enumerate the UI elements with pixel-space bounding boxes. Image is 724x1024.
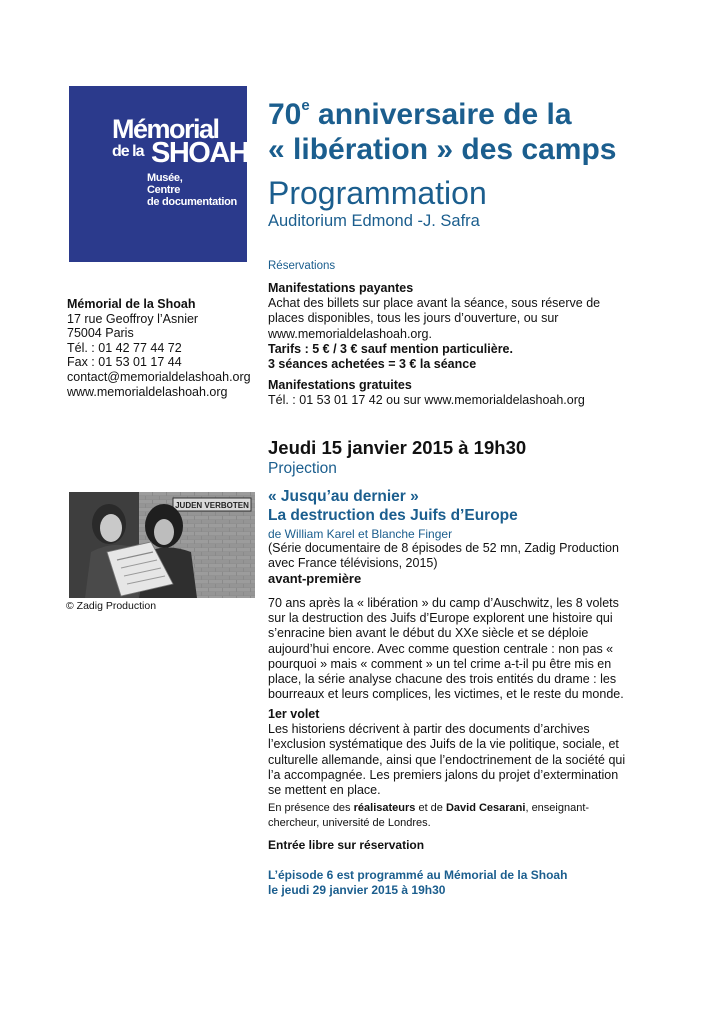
address-line: contact@memorialdelashoah.org (67, 369, 251, 384)
free-title: Manifestations gratuites (268, 378, 412, 392)
photo-illustration (69, 492, 255, 598)
series-info: (Série documentaire de 8 épisodes de 52 mn, Zadig Production avec France télévisions, 2015) (268, 541, 619, 570)
address-name: Mémorial de la Shoah (67, 297, 196, 311)
presence-note: En présence des réalisateurs et de David Cesarani, enseignant- chercheur, université de Londres. (268, 802, 590, 829)
memorial-logo (69, 86, 247, 262)
logo-line1: Mémorial (112, 114, 219, 144)
avant-premiere: avant-première (268, 571, 362, 586)
address-block (67, 297, 267, 399)
event-type: Projection (268, 460, 337, 477)
entry-note: Entrée libre sur réservation (268, 838, 425, 852)
paid-title: Manifestations payantes (268, 281, 414, 295)
photo-sign-text: JUDEN VERBOTEN (175, 501, 249, 510)
tarifs: Tarifs : 5 € / 3 € sauf mention particulière. (268, 341, 513, 356)
address-line: Fax : 01 53 01 17 44 (67, 355, 182, 370)
programmation-heading: Programmation (268, 175, 487, 211)
logo-subtitle: Musée, Centre de documentation (147, 172, 237, 208)
free-events-block: Manifestations gratuites Tél. : 01 53 01 17 42 ou sur www.memorialdelashoah.org (268, 378, 648, 408)
film-subtitle: La destruction des Juifs d’Europe (268, 507, 518, 524)
photo-credit: © Zadig Production (66, 600, 157, 612)
logo-line2b: SHOAH (151, 137, 249, 169)
event-date: Jeudi 15 janvier 2015 à 19h30 (268, 437, 527, 458)
auditorium-name: Auditorium Edmond -J. Safra (268, 212, 480, 230)
paid-events-block: Manifestations payantes Achat des billets sur place avant la séance, sous réserve de places disponibles, tous les jours d’ouverture, ou sur www.memorialdelashoah.org. Tarifs : 5 € / 3 € sauf mention particulière. 3 séances achetées = 3 € la séance (268, 281, 648, 372)
reservations-label: Réservations (268, 260, 336, 272)
address-line: www.memorialdelashoah.org (67, 384, 228, 399)
address-line: 75004 Paris (67, 326, 134, 341)
film-authors: de William Karel et Blanche Finger (268, 527, 453, 541)
three-sessions: 3 séances achetées = 3 € la séance (268, 357, 477, 372)
address-line: 17 rue Geoffroy l’Asnier (67, 311, 199, 326)
film-title: « Jusqu’au dernier » (268, 488, 419, 505)
volet-block: 1er volet Les historiens décrivent à partir des documents d’archives l’exclusion systématique des Juifs de la vie politique, sociale, et culturelle allemande, ainsi que l’endoctrinement de la société qui l’a accompagnée. Les premiers jalons du projet d’extermination se mettent en place. (268, 707, 648, 798)
page-title: 70e anniversaire de la « libération » des camps (268, 97, 617, 166)
address-line: Tél. : 01 42 77 44 72 (67, 340, 182, 355)
episode-note: L’épisode 6 est programmé au Mémorial de la Shoah le jeudi 29 janvier 2015 à 19h30 (268, 868, 568, 897)
volet-title: 1er volet (268, 707, 320, 721)
logo-line2a: de la (112, 143, 144, 160)
film-description: 70 ans après la « libération » du camp d’Auschwitz, les 8 volets sur la destruction des Juifs d’Europe explorent une histoire qui s’enracine bien avant le début du XXe siècle et se déploie aujourd’hui encore. Avec comme question centrale : non pas « pourquoi » mais « comment » un tel crime a-t-il pu être mis en place, la série analyse chacune des trois entités du drame : les bourreaux et leurs complices, les victimes, et le reste du monde. (268, 596, 624, 702)
film-photo (69, 492, 255, 598)
